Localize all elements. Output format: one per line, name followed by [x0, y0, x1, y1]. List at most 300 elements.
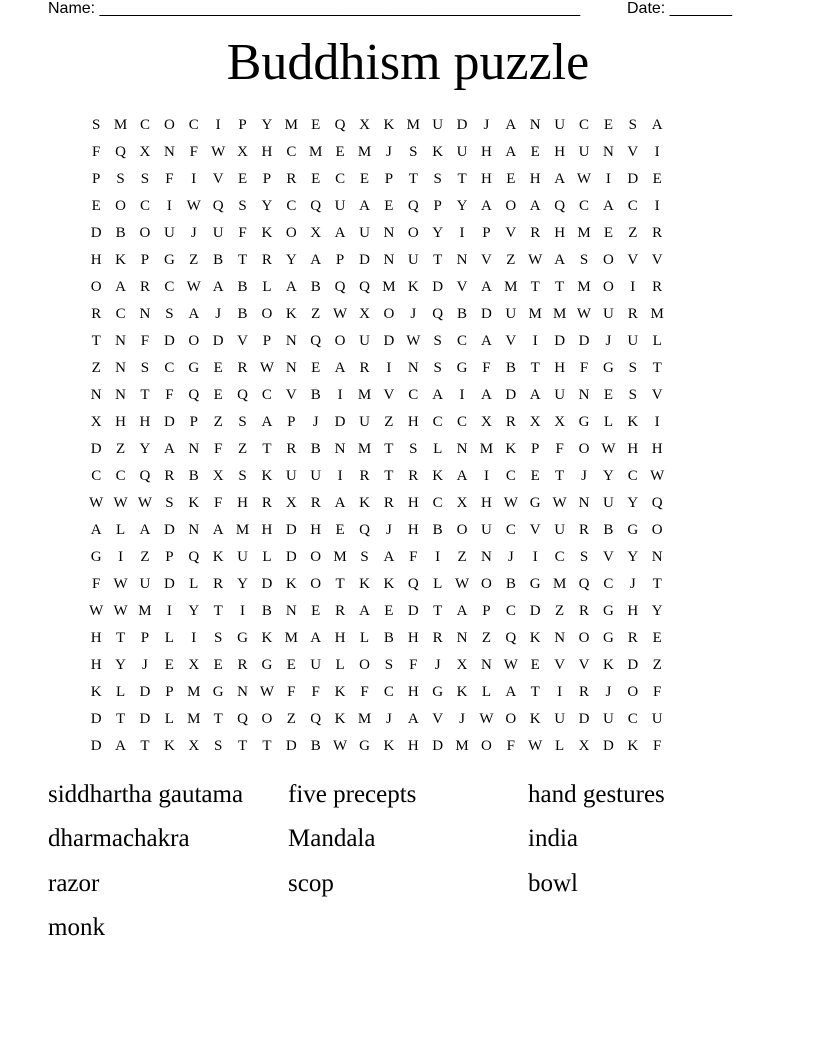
grid-letter: G — [237, 630, 248, 646]
grid-letter: E — [603, 225, 613, 241]
grid-letter: A — [407, 711, 419, 727]
grid-letter: X — [237, 144, 248, 160]
grid-letter: W — [113, 495, 128, 511]
grid-letter: Z — [237, 441, 248, 457]
grid-letter: A — [334, 360, 346, 376]
grid-letter: S — [140, 360, 150, 376]
grid-letter: R — [237, 657, 248, 673]
grid-letter: H — [481, 171, 492, 187]
grid-letter: Y — [627, 549, 639, 565]
grid-letter: P — [140, 630, 150, 646]
grid-letter: M — [187, 711, 201, 727]
grid-letter: Z — [506, 252, 516, 268]
grid-row — [84, 167, 732, 194]
grid-letter: D — [529, 603, 541, 619]
grid-letter: F — [555, 441, 564, 457]
grid-letter: Q — [310, 198, 322, 214]
grid-letter: U — [334, 198, 346, 214]
grid-letter: B — [310, 279, 321, 295]
grid-letter: F — [140, 333, 150, 349]
grid-letter: J — [483, 117, 490, 133]
grid-row — [84, 140, 732, 167]
grid-letter: Q — [310, 333, 322, 349]
grid-letter: F — [165, 387, 174, 403]
grid-letter: I — [240, 603, 246, 619]
grid-letter: Q — [359, 522, 370, 538]
word-list-item: india — [528, 825, 578, 852]
grid-letter: K — [383, 576, 395, 592]
grid-letter: R — [505, 414, 516, 430]
grid-letter: K — [383, 738, 395, 754]
grid-letter: S — [433, 333, 442, 349]
grid-letter: W — [113, 576, 128, 592]
grid-letter: I — [118, 549, 124, 565]
grid-letter: N — [383, 252, 395, 268]
grid-letter: N — [602, 144, 614, 160]
grid-letter: P — [238, 117, 247, 133]
grid-row — [84, 491, 732, 518]
grid-letter: G — [529, 495, 541, 511]
grid-letter: C — [579, 198, 590, 214]
grid-letter: W — [259, 684, 275, 700]
grid-letter: E — [652, 171, 662, 187]
grid-letter: R — [627, 630, 638, 646]
grid-letter: R — [213, 576, 224, 592]
grid-letter: C — [115, 468, 126, 484]
grid-letter: U — [602, 711, 614, 727]
grid-letter: L — [116, 522, 126, 538]
grid-letter: D — [627, 171, 639, 187]
grid-letter: G — [359, 738, 370, 754]
grid-letter: Y — [456, 198, 468, 214]
grid-letter: O — [285, 225, 297, 241]
grid-letter: V — [627, 144, 639, 160]
grid-letter: Y — [261, 198, 273, 214]
grid-letter: F — [653, 684, 662, 700]
grid-letter: A — [212, 522, 224, 538]
grid-letter: K — [285, 306, 297, 322]
grid-letter: R — [530, 225, 541, 241]
grid-letter: W — [89, 495, 104, 511]
grid-letter: H — [627, 603, 639, 619]
grid-letter: H — [115, 414, 126, 430]
grid-row — [84, 356, 732, 383]
grid-letter: O — [627, 684, 639, 700]
grid-letter: N — [237, 684, 248, 700]
grid-letter: R — [627, 306, 638, 322]
grid-letter: D — [481, 306, 492, 322]
grid-letter: M — [357, 711, 372, 727]
grid-row — [84, 734, 732, 761]
grid-letter: F — [92, 144, 101, 160]
grid-letter: M — [577, 225, 591, 241]
grid-letter: I — [532, 549, 538, 565]
grid-letter: D — [285, 738, 297, 754]
grid-letter: P — [165, 684, 174, 700]
grid-letter: U — [554, 711, 566, 727]
grid-letter: L — [433, 576, 443, 592]
grid-letter: S — [433, 360, 442, 376]
grid-letter: R — [310, 495, 321, 511]
grid-letter: D — [212, 333, 224, 349]
grid-letter: O — [383, 306, 395, 322]
grid-letter: R — [261, 252, 272, 268]
grid-letter: D — [359, 252, 370, 268]
grid-letter: N — [456, 630, 468, 646]
grid-letter: L — [116, 684, 126, 700]
grid-letter: B — [115, 225, 126, 241]
grid-letter: M — [187, 684, 201, 700]
grid-letter: I — [483, 468, 489, 484]
grid-letter: N — [481, 657, 492, 673]
grid-letter: B — [603, 522, 614, 538]
grid-letter: V — [383, 387, 395, 403]
grid-letter: F — [213, 495, 223, 511]
grid-letter: N — [188, 441, 200, 457]
grid-letter: R — [579, 684, 590, 700]
grid-letter: E — [311, 603, 321, 619]
grid-letter: Z — [628, 225, 638, 241]
date-field-label: Date: _______ — [627, 0, 732, 17]
grid-letter: K — [261, 225, 273, 241]
grid-letter: V — [627, 252, 639, 268]
grid-letter: Z — [555, 603, 565, 619]
grid-letter: M — [138, 603, 152, 619]
grid-letter: M — [455, 738, 469, 754]
grid-letter: M — [577, 279, 591, 295]
grid-letter: V — [578, 657, 590, 673]
grid-letter: P — [262, 171, 272, 187]
grid-letter: T — [116, 711, 126, 727]
grid-letter: T — [433, 252, 443, 268]
grid-letter: F — [238, 225, 247, 241]
grid-letter: H — [529, 171, 541, 187]
grid-letter: U — [212, 225, 224, 241]
grid-letter: D — [602, 738, 614, 754]
grid-letter: H — [237, 495, 248, 511]
grid-letter: J — [459, 711, 465, 727]
grid-letter: U — [505, 306, 517, 322]
grid-letter: B — [188, 468, 199, 484]
grid-letter: J — [312, 414, 319, 430]
grid-letter: O — [261, 306, 273, 322]
grid-letter: E — [603, 117, 613, 133]
grid-letter: Q — [139, 468, 151, 484]
grid-letter: Q — [554, 198, 566, 214]
grid-letter: K — [188, 495, 200, 511]
grid-row — [84, 464, 732, 491]
grid-letter: Y — [115, 657, 126, 673]
word-list-item: scop — [288, 870, 334, 897]
grid-letter: D — [163, 522, 175, 538]
grid-letter: A — [529, 198, 541, 214]
grid-letter: W — [503, 495, 518, 511]
grid-letter: J — [142, 657, 148, 673]
grid-letter: B — [310, 441, 321, 457]
grid-letter: L — [164, 630, 174, 646]
grid-letter: X — [456, 495, 468, 511]
grid-letter: P — [165, 549, 174, 565]
grid-letter: V — [481, 252, 492, 268]
grid-letter: Q — [115, 144, 126, 160]
grid-letter: W — [89, 603, 104, 619]
grid-letter: N — [334, 441, 346, 457]
grid-letter: J — [385, 144, 392, 160]
grid-letter: O — [334, 333, 346, 349]
grid-letter: U — [554, 117, 566, 133]
grid-letter: L — [555, 738, 565, 754]
grid-letter: E — [213, 360, 223, 376]
letter-grid — [84, 113, 732, 761]
grid-letter: Q — [432, 306, 444, 322]
grid-letter: I — [166, 603, 172, 619]
grid-letter: Z — [189, 252, 199, 268]
grid-letter: W — [113, 603, 128, 619]
grid-letter: X — [456, 657, 468, 673]
grid-letter: D — [139, 711, 151, 727]
grid-letter: J — [605, 333, 612, 349]
grid-letter: P — [482, 225, 491, 241]
grid-letter: N — [139, 306, 151, 322]
grid-letter: A — [456, 603, 468, 619]
grid-letter: A — [359, 198, 370, 214]
grid-letter: K — [432, 468, 444, 484]
grid-letter: X — [285, 495, 297, 511]
grid-letter: M — [382, 279, 396, 295]
grid-letter: V — [554, 657, 566, 673]
grid-letter: F — [482, 360, 491, 376]
grid-letter: K — [383, 117, 395, 133]
grid-letter: K — [334, 684, 346, 700]
grid-letter: W — [528, 738, 543, 754]
grid-letter: W — [454, 576, 470, 592]
grid-letter: R — [359, 360, 370, 376]
grid-letter: Q — [310, 711, 322, 727]
grid-letter: F — [506, 738, 515, 754]
grid-letter: E — [335, 522, 345, 538]
grid-row — [84, 545, 732, 572]
grid-letter: R — [652, 225, 663, 241]
grid-letter: D — [432, 738, 444, 754]
grid-letter: S — [238, 468, 247, 484]
grid-letter: Q — [407, 576, 419, 592]
grid-letter: O — [310, 549, 322, 565]
grid-letter: D — [407, 603, 419, 619]
grid-letter: T — [652, 576, 662, 592]
grid-letter: D — [90, 441, 102, 457]
grid-letter: M — [357, 387, 372, 403]
grid-letter: C — [432, 495, 443, 511]
grid-letter: F — [92, 576, 101, 592]
grid-letter: C — [408, 387, 419, 403]
grid-letter: E — [506, 171, 516, 187]
grid-letter: X — [188, 657, 200, 673]
grid-letter: R — [335, 603, 346, 619]
grid-letter: C — [139, 117, 150, 133]
grid-letter: T — [457, 171, 467, 187]
grid-letter: N — [285, 603, 297, 619]
grid-letter: V — [505, 333, 517, 349]
grid-letter: G — [188, 360, 200, 376]
grid-letter: D — [432, 279, 444, 295]
grid-letter: W — [333, 306, 348, 322]
grid-letter: T — [408, 171, 418, 187]
grid-letter: M — [284, 117, 298, 133]
grid-letter: W — [650, 468, 665, 484]
grid-letter: W — [528, 252, 543, 268]
grid-letter: Y — [285, 252, 297, 268]
grid-letter: W — [601, 441, 616, 457]
grid-letter: E — [359, 171, 370, 187]
grid-letter: T — [384, 468, 394, 484]
grid-row — [84, 599, 732, 626]
grid-letter: Z — [481, 630, 492, 646]
grid-letter: A — [359, 603, 370, 619]
grid-letter: L — [335, 657, 345, 673]
grid-letter: X — [310, 225, 322, 241]
grid-letter: Q — [212, 198, 224, 214]
grid-letter: V — [529, 522, 541, 538]
grid-letter: H — [554, 360, 566, 376]
grid-letter: S — [92, 117, 101, 133]
grid-letter: D — [334, 414, 346, 430]
grid-row — [84, 248, 732, 275]
word-list-item: bowl — [528, 870, 578, 897]
grid-letter: D — [578, 333, 590, 349]
grid-row — [84, 410, 732, 437]
grid-letter: B — [237, 306, 248, 322]
grid-letter: S — [213, 738, 223, 754]
grid-letter: W — [259, 360, 275, 376]
grid-letter: N — [578, 387, 590, 403]
grid-letter: G — [163, 252, 175, 268]
grid-letter: E — [311, 171, 321, 187]
grid-letter: W — [479, 711, 494, 727]
grid-letter: M — [284, 630, 298, 646]
grid-letter: K — [261, 630, 273, 646]
grid-letter: O — [456, 522, 468, 538]
grid-letter: U — [237, 549, 248, 565]
grid-letter: H — [261, 522, 273, 538]
grid-letter: J — [215, 306, 222, 322]
grid-letter: V — [285, 387, 297, 403]
grid-letter: R — [91, 306, 102, 322]
grid-letter: X — [529, 414, 541, 430]
word-list-item: Mandala — [288, 825, 376, 852]
grid-letter: U — [627, 333, 639, 349]
grid-letter: T — [530, 684, 540, 700]
grid-letter: A — [188, 306, 200, 322]
grid-letter: T — [237, 252, 248, 268]
grid-letter: R — [579, 522, 590, 538]
grid-letter: L — [603, 414, 613, 430]
grid-letter: J — [434, 657, 441, 673]
grid-letter: D — [578, 711, 590, 727]
grid-row — [84, 275, 732, 302]
grid-letter: P — [140, 252, 150, 268]
grid-letter: R — [261, 495, 272, 511]
grid-letter: S — [238, 414, 247, 430]
grid-letter: A — [115, 279, 126, 295]
grid-letter: M — [650, 306, 664, 322]
grid-letter: E — [530, 657, 540, 673]
grid-letter: C — [139, 198, 150, 214]
grid-letter: R — [432, 630, 443, 646]
grid-letter: O — [602, 252, 614, 268]
grid-letter: N — [115, 360, 126, 376]
grid-letter: K — [285, 576, 297, 592]
grid-letter: J — [581, 468, 587, 484]
grid-letter: U — [310, 468, 322, 484]
grid-row — [84, 194, 732, 221]
grid-letter: Y — [188, 603, 200, 619]
grid-letter: N — [115, 387, 126, 403]
grid-letter: X — [139, 144, 151, 160]
grid-letter: T — [530, 360, 540, 376]
grid-letter: P — [335, 252, 345, 268]
grid-letter: T — [530, 279, 540, 295]
grid-letter: M — [528, 306, 542, 322]
grid-letter: L — [481, 684, 492, 700]
grid-letter: G — [212, 684, 224, 700]
grid-letter: P — [92, 171, 101, 187]
grid-row — [84, 707, 732, 734]
grid-letter: U — [432, 117, 444, 133]
grid-letter: Z — [384, 414, 394, 430]
grid-letter: H — [261, 144, 273, 160]
grid-letter: P — [189, 414, 198, 430]
grid-letter: E — [530, 144, 540, 160]
grid-letter: E — [237, 171, 248, 187]
grid-letter: W — [137, 495, 153, 511]
grid-letter: W — [552, 495, 567, 511]
grid-letter: C — [164, 279, 175, 295]
word-list-item: monk — [48, 914, 105, 941]
grid-letter: K — [627, 738, 639, 754]
grid-letter: N — [456, 441, 468, 457]
grid-letter: C — [91, 468, 102, 484]
grid-letter: T — [91, 333, 101, 349]
grid-letter: U — [456, 144, 468, 160]
grid-letter: C — [188, 117, 199, 133]
grid-letter: H — [407, 630, 419, 646]
grid-letter: E — [91, 198, 101, 214]
grid-letter: N — [651, 549, 663, 565]
grid-letter: G — [578, 414, 590, 430]
grid-letter: A — [456, 468, 468, 484]
grid-letter: T — [555, 468, 565, 484]
grid-letter: H — [90, 630, 102, 646]
grid-letter: A — [115, 738, 126, 754]
grid-letter: X — [359, 117, 370, 133]
grid-letter: H — [407, 738, 419, 754]
grid-letter: H — [481, 144, 492, 160]
grid-letter: G — [90, 549, 102, 565]
grid-letter: L — [164, 711, 174, 727]
grid-letter: J — [507, 549, 514, 565]
grid-letter: S — [116, 171, 125, 187]
grid-letter: I — [337, 468, 343, 484]
grid-letter: A — [505, 117, 517, 133]
grid-letter: P — [287, 414, 296, 430]
grid-letter: T — [213, 711, 223, 727]
grid-letter: A — [602, 198, 614, 214]
grid-letter: O — [505, 198, 517, 214]
grid-letter: C — [627, 198, 638, 214]
grid-letter: D — [285, 549, 297, 565]
grid-letter: Z — [311, 306, 321, 322]
grid-letter: Y — [602, 468, 614, 484]
